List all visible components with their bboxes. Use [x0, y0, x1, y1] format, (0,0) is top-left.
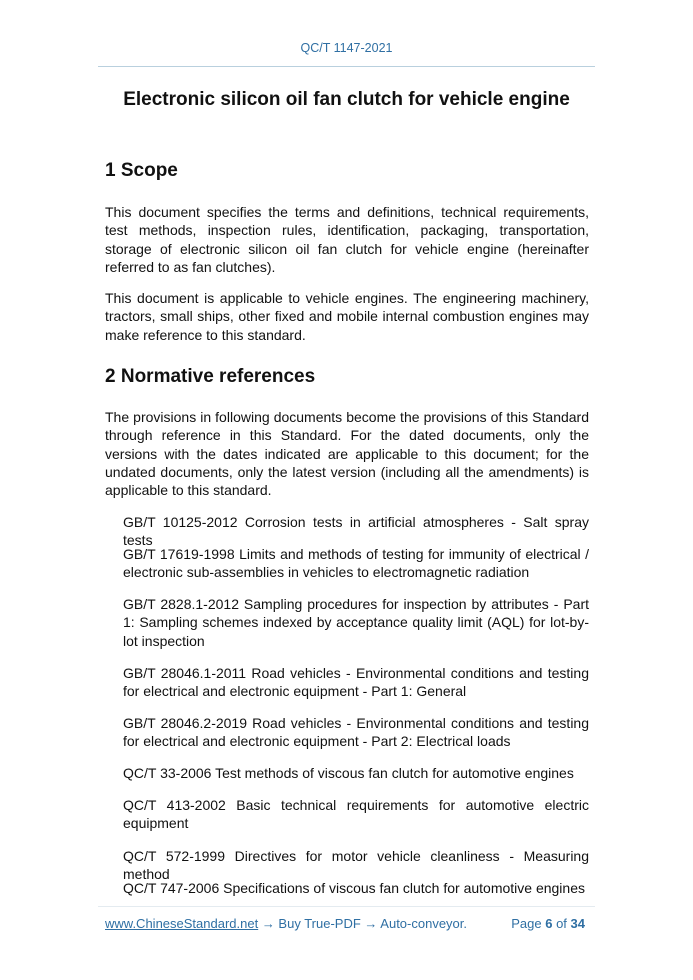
- page-total: 34: [570, 916, 585, 931]
- footer-text: → Buy True-PDF → Auto-conveyor.: [258, 916, 468, 931]
- footer: [105, 916, 585, 931]
- header-standard-code: QC/T 1147-2021: [300, 41, 393, 55]
- reference-item: QC/T 572-1999 Directives for motor vehicle cleanliness - Measuring method: [123, 848, 589, 883]
- scope-paragraph-2: This document is applicable to vehicle engines. The engineering machinery, tractors, small ships, other fixed and mobile internal combustion engines may make reference to this standard.: [105, 290, 589, 343]
- section-heading-scope: 1 Scope: [105, 160, 178, 181]
- page-current: 6: [545, 916, 553, 931]
- reference-item: GB/T 28046.2-2019 Road vehicles - Environmental conditions and testing for electrical and electronic equipment - Part 2: Electrical loads: [123, 715, 589, 750]
- footer-divider: [98, 906, 595, 907]
- reference-item: GB/T 10125-2012 Corrosion tests in artificial atmospheres - Salt spray tests: [123, 514, 589, 549]
- references-intro-paragraph: The provisions in following documents become the provisions of this Standard through reference in this Standard. For the dated documents, only the versions with the dates indicated are applicable to this document; for the undated documents, only the latest version (including all the amendments) is applicable to this standard.: [105, 409, 589, 499]
- document-title: Electronic silicon oil fan clutch for vehicle engine: [123, 89, 570, 110]
- reference-item: QC/T 747-2006 Specifications of viscous fan clutch for automotive engines: [123, 880, 585, 896]
- reference-item: QC/T 413-2002 Basic technical requirements for automotive electric equipment: [123, 797, 589, 832]
- section-heading-normative-references: 2 Normative references: [105, 366, 316, 387]
- reference-item: GB/T 2828.1-2012 Sampling procedures for inspection by attributes - Part 1: Sampling schemes indexed by acceptance quality limit (AQL) for lot-by-lot inspection: [123, 596, 589, 649]
- reference-item: GB/T 17619-1998 Limits and methods of testing for immunity of electrical / electronic sub-assemblies in vehicles to electromagnetic radiation: [123, 546, 589, 581]
- reference-item: QC/T 33-2006 Test methods of viscous fan clutch for automotive engines: [123, 765, 574, 781]
- of-label: of: [556, 916, 567, 931]
- reference-item: GB/T 28046.1-2011 Road vehicles - Environmental conditions and testing for electrical and electronic equipment - Part 1: General: [123, 665, 589, 700]
- header-divider: [98, 66, 595, 67]
- page-label: Page: [511, 916, 542, 931]
- scope-paragraph-1: This document specifies the terms and definitions, technical requirements, test methods, inspection rules, identification, packaging, transportation, storage of electronic silicon oil fan clutch for vehicle engine (hereinafter referred to as fan clutches).: [105, 204, 589, 275]
- page-indicator: [511, 916, 585, 931]
- footer-website-link[interactable]: www.ChineseStandard.net: [105, 916, 259, 931]
